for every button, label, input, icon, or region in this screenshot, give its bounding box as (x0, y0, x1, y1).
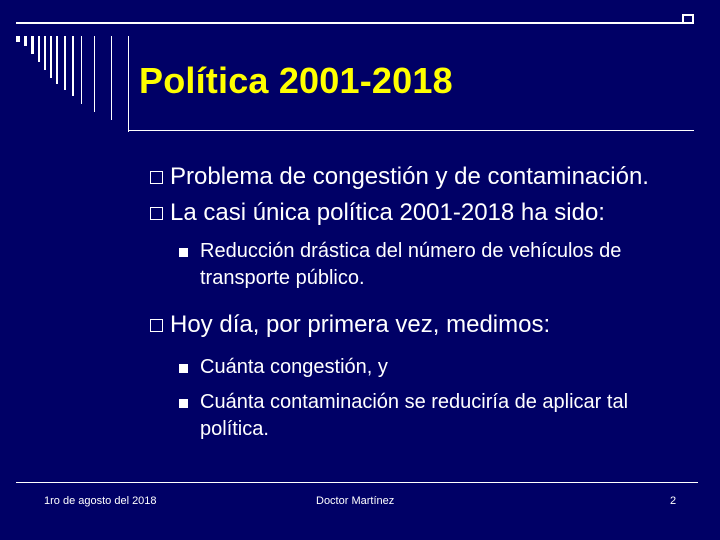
slide-title: Política 2001-2018 (139, 60, 453, 101)
bullet-item (150, 160, 695, 194)
slide-number: 2 (670, 495, 677, 507)
top-border-line (16, 22, 682, 24)
corner-square-decoration (682, 14, 694, 24)
sub-bullet-text: Cuánta congestión, y (200, 356, 388, 378)
hollow-square-bullet-icon (150, 319, 163, 332)
filled-square-bullet-icon (179, 248, 188, 257)
striped-bars-decoration (16, 36, 126, 132)
filled-square-bullet-icon (179, 364, 188, 373)
footer-date: 1ro de agosto del 2018 (44, 495, 157, 507)
bullet-item (150, 196, 695, 230)
sub-bullet-item (200, 354, 695, 381)
sub-bullet-text: Cuánta contaminación se reduciría de aplicar tal política. (200, 391, 629, 440)
bullet-text: La casi única política 2001-2018 ha sido: (170, 199, 605, 226)
hollow-square-bullet-icon (150, 171, 163, 184)
bullet-text: Hoy día, por primera vez, medimos: (170, 311, 551, 338)
hollow-square-bullet-icon (150, 207, 163, 220)
bullet-item (150, 308, 695, 342)
filled-square-bullet-icon (179, 399, 188, 408)
footer-divider-line (16, 482, 698, 483)
sub-bullet-item (200, 238, 695, 292)
title-underline (128, 130, 694, 131)
bullet-list (150, 160, 695, 443)
sub-bullet-text: Reducción drástica del número de vehículos de transporte público. (200, 240, 622, 289)
sub-bullet-item (200, 389, 695, 443)
bullet-text: Problema de congestión y de contaminación. (170, 163, 649, 190)
footer-author: Doctor Martínez (316, 495, 395, 507)
